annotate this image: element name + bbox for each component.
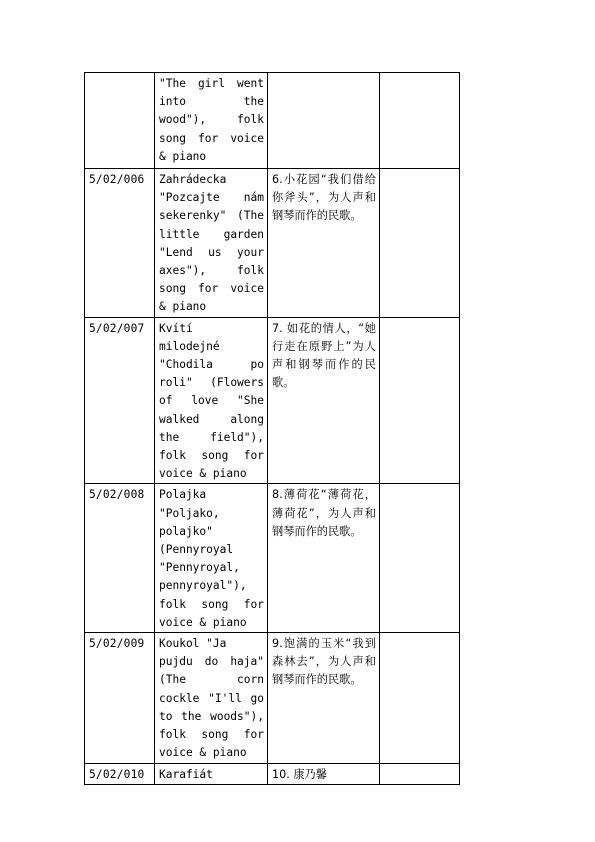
english-title: Karafiát [159,767,213,781]
empty-cell [380,73,460,169]
table-row [85,763,460,784]
song-catalog-table [84,72,460,785]
chinese-title-cell: 9.饱满的玉米“我到森林去”，为人声和钢琴而作的民歌。 [268,633,380,763]
english-title: Kvítí [159,321,193,335]
chinese-title-cell: 7. 如花的情人，“她行走在原野上”为人声和钢琴而作的民歌。 [268,317,380,484]
table-row [85,317,460,484]
table-row [85,169,460,318]
catalog-id-cell: 5/02/010 [85,763,155,784]
catalog-id-cell: 5/02/009 [85,633,155,763]
empty-cell [380,484,460,633]
empty-cell [380,317,460,484]
english-title-cell [155,633,268,763]
chinese-title-cell: 10. 康乃馨 [268,763,380,784]
english-description: "Poljako, polajko" (Pennyroyal "Pennyroyal, pennyroyal"), folk song for voice & piano [159,506,264,629]
english-description: milodejné "Chodila po roli" (Flowers of love "She walked along the field"), folk song for voice & piano [159,339,264,481]
english-description: "Pozcajte nám sekerenky" (The little garden "Lend us your axes"), folk song for voice & piano [159,191,264,314]
empty-cell [380,169,460,318]
english-title-cell [155,73,268,169]
empty-cell [380,763,460,784]
chinese-title-cell: 8.薄荷花“薄荷花，薄荷花”，为人声和钢琴而作的民歌。 [268,484,380,633]
chinese-title-cell [268,73,380,169]
catalog-id-cell: 5/02/006 [85,169,155,318]
english-title-cell [155,317,268,484]
english-description: "The girl went into the wood"), folk song for voice & piano [159,77,264,163]
english-title-cell [155,484,268,633]
english-title: Polajka [159,488,207,502]
english-title-cell [155,169,268,318]
catalog-id-cell [85,73,155,169]
empty-cell [380,633,460,763]
table-row [85,484,460,633]
chinese-title-cell: 6.小花园“我们借给你斧头”，为人声和钢琴而作的民歌。 [268,169,380,318]
catalog-id-cell: 5/02/007 [85,317,155,484]
english-title: Zahrádecka [159,173,227,186]
english-title: Koukol "Ja [159,637,227,651]
table-row [85,633,460,763]
table-row [85,73,460,169]
english-title-cell [155,763,268,784]
catalog-id-cell: 5/02/008 [85,484,155,633]
english-description: pujdu do haja" (The corn cockle "I'll go to the woods"), folk song for voice & piano [159,655,264,760]
